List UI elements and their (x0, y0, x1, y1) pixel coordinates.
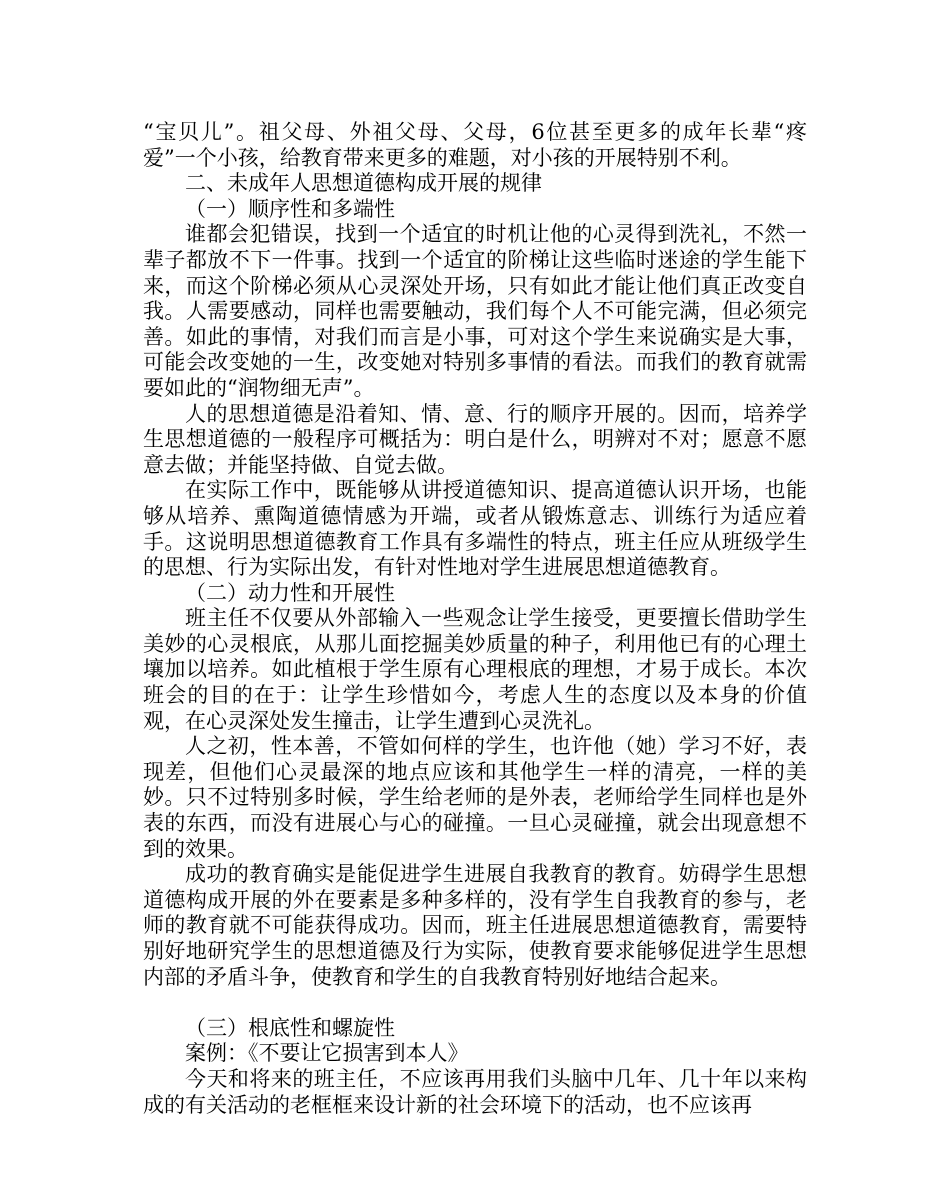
section-heading-2: 二、未成年人思想道德构成开展的规律 (185, 171, 542, 196)
paragraph: 人之初，性本善，不管如何样的学生，也许他（她）学习不好，表现差，但他们心灵最深的地点应该和其他学生一样的清亮，一样的美妙。只不过特别多时候，学生给老师的是外表，老师给学生同样也是外表的东西，而没有进展心与心的碰撞。一旦心灵碰撞，就会出现意想不到的效果。 (143, 734, 807, 861)
subsection-heading-1: （一）顺序性和多端性 (185, 196, 395, 221)
document-body (143, 120, 807, 1118)
paragraph: 在实际工作中，既能够从讲授道德知识、提高道德认识开场，也能够从培养、熏陶道德情感为开端，或者从锻炼意志、训练行为适应着手。这说明思想道德教育工作具有多端性的特点，班主任应从班级学生的思想、行为实际出发，有针对性地对学生进展思想道德教育。 (143, 478, 807, 580)
case-title: 案例：《不要让它损害到本人》 (185, 1041, 469, 1066)
paragraph: 班主任不仅要从外部输入一些观念让学生接受，更要擅长借助学生美妙的心灵根底，从那儿面挖掘美妙质量的种子，利用他已有的心理土壤加以培养。如此植根于学生原有心理根底的理想，才易于成长。本次班会的目的在于：让学生珍惜如今，考虑人生的态度以及本身的价值观，在心灵深处发生撞击，让学生遭到心灵洗礼。 (143, 606, 807, 733)
paragraph: 人的思想道德是沿着知、情、意、行的顺序开展的。因而，培养学生思想道德的一般程序可概括为：明白是什么，明辨对不对；愿意不愿意去做；并能坚持做、自觉去做。 (143, 401, 807, 477)
paragraph-intro-continuation: “宝贝儿”。祖父母、外祖父母、父母，6位甚至更多的成年长辈“疼爱”一个小孩，给教育带来更多的难题，对小孩的开展特别不利。 (143, 120, 807, 170)
paragraph: 成功的教育确实是能促进学生进展自我教育的教育。妨碍学生思想道德构成开展的外在要素是多种多样的，没有学生自我教育的参与，老师的教育就不可能获得成功。因而，班主任进展思想道德教育，需要特别好地研究学生的思想道德及行为实际，使教育要求能够促进学生思想内部的矛盾斗争，使教育和学生的自我教育特别好地结合起来。 (143, 862, 807, 989)
subsection-heading-2: （二）动力性和开展性 (185, 580, 395, 605)
paragraph: 谁都会犯错误，找到一个适宜的时机让他的心灵得到洗礼，不然一辈子都放不下一件事。找到一个适宜的阶梯让这些临时迷途的学生能下来，而这个阶梯必须从心灵深处开场，只有如此才能让他们真正改变自我。人需要感动，同样也需要触动，我们每个人不可能完满，但必须完善。如此的事情，对我们而言是小事，可对这个学生来说确实是大事，可能会改变她的一生，改变她对特别多事情的看法。而我们的教育就需要如此的“润物细无声”。 (143, 222, 807, 400)
subsection-heading-3: （三）根底性和螺旋性 (185, 1015, 395, 1040)
paragraph: 今天和将来的班主任，不应该再用我们头脑中几年、几十年以来构成的有关活动的老框框来设计新的社会环境下的活动，也不应该再 (143, 1066, 807, 1117)
